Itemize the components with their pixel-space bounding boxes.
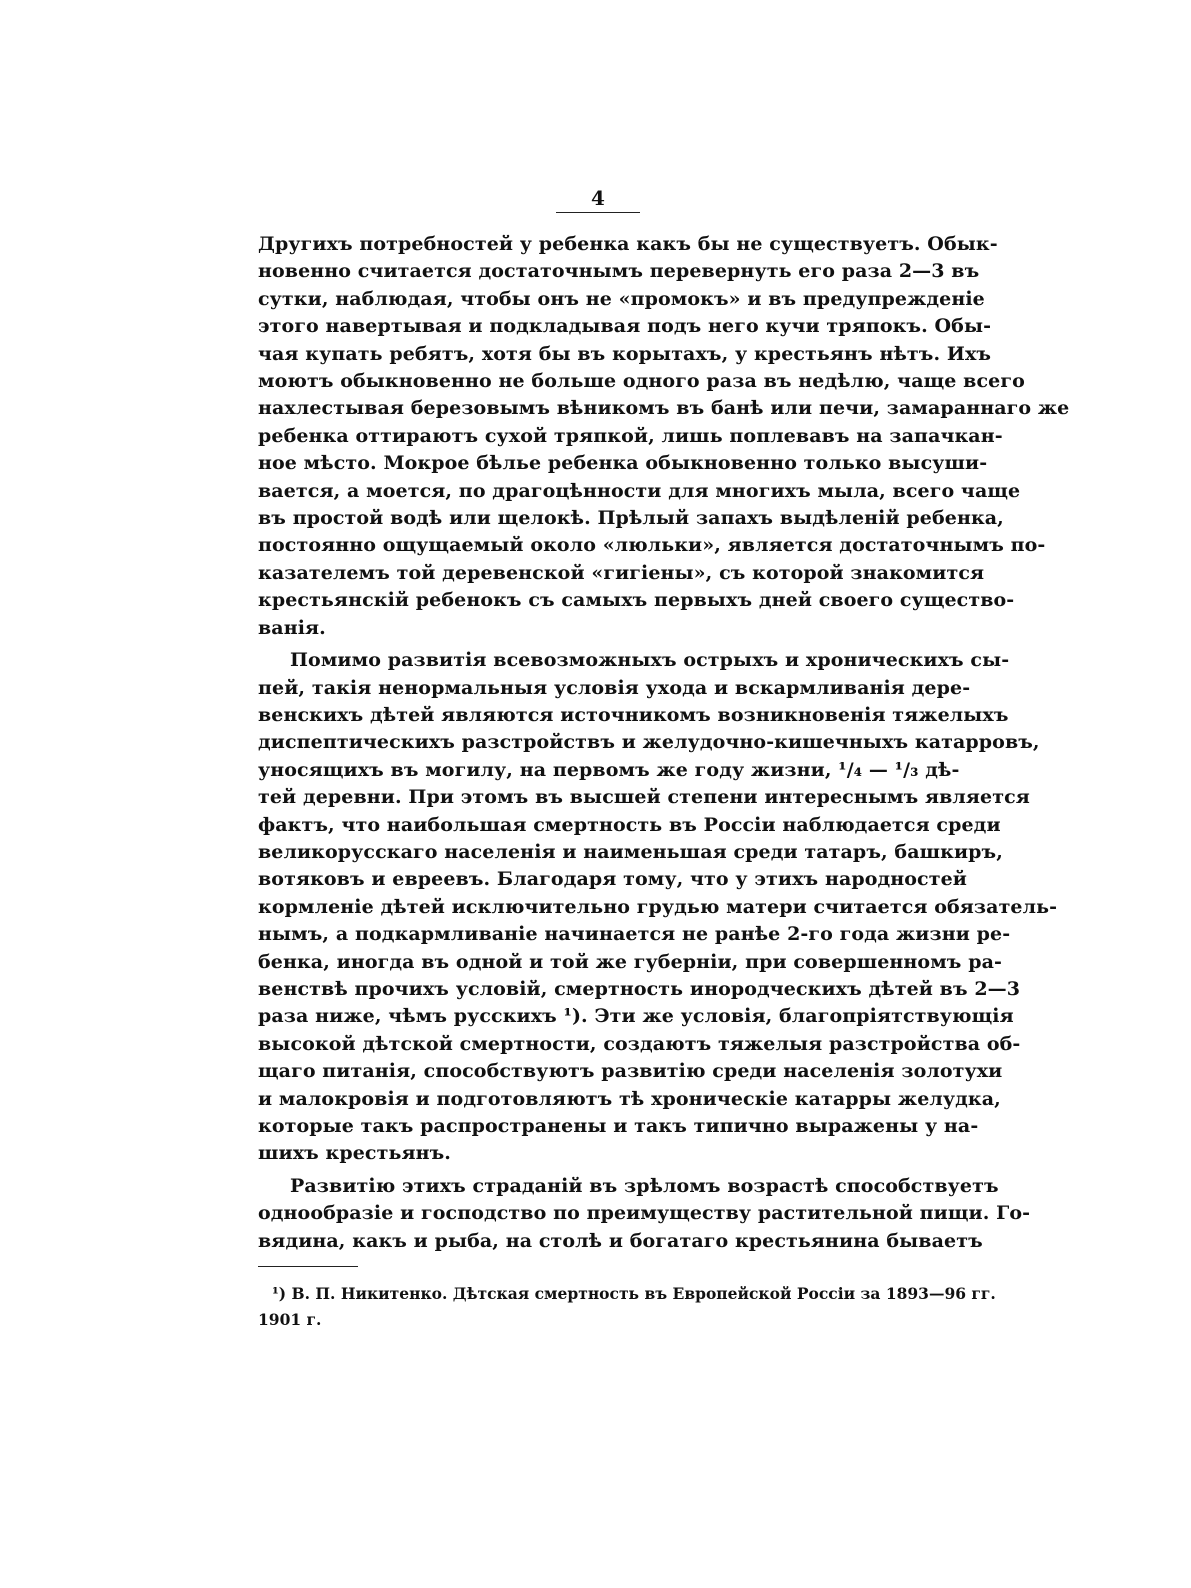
text-line: щаго питанія, способствуютъ развитію среди населенія золотухи [258, 1060, 1003, 1083]
page-number-rule [556, 212, 640, 213]
text-line: которые такъ распространены и такъ типично выражены у на- [258, 1115, 979, 1137]
text-line: венствѣ прочихъ условій, смертность инородческихъ дѣтей въ 2—3 [258, 977, 1021, 1000]
text-line: новенно считается достаточнымъ перевернуть его раза 2—3 въ [258, 260, 980, 283]
text-line: однообразіе и господство по преимуществу растительной пищи. Го- [258, 1202, 1031, 1225]
text-line: въ простой водѣ или щелокѣ. Прѣлый запахъ выдѣленій ребенка, [258, 507, 1004, 530]
text-line: вядина, какъ и рыба, на столѣ и богатаго крестьянина бываетъ [258, 1229, 983, 1252]
text-line: венскихъ дѣтей являются источникомъ возникновенія тяжелыхъ [258, 703, 1009, 726]
footnote-line: 1901 г. [258, 1310, 322, 1329]
text-line: вается, а моется, по драгоцѣнности для многихъ мыла, всего чаще [258, 479, 1021, 502]
text-line: Развитію этихъ страданій въ зрѣломъ возрастѣ способствуетъ [290, 1174, 999, 1197]
text-line: ное мѣсто. Мокрое бѣлье ребенка обыкновенно только высуши- [258, 452, 988, 475]
text-line: и малокровія и подготовляютъ тѣ хроническіе катарры желудка, [258, 1087, 1001, 1110]
text-line: фактъ, что наибольшая смертность въ Россіи наблюдается среди [258, 813, 1001, 836]
text-line: тей деревни. При этомъ въ высшей степени интереснымъ является [258, 786, 1030, 809]
footnote-rule [258, 1266, 358, 1267]
body-text [258, 231, 1070, 1255]
footnote-line: ¹) В. П. Никитенко. Дѣтская смертность въ Европейской Россіи за 1893—96 гг. [272, 1284, 996, 1303]
footnote [258, 1281, 996, 1333]
text-line: Другихъ потребностей у ребенка какъ бы не существуетъ. Обык- [258, 233, 998, 255]
text-line: постоянно ощущаемый около «люльки», является достаточнымъ по- [258, 534, 1046, 557]
text-line: чая купать ребятъ, хотя бы въ корытахъ, у крестьянъ нѣтъ. Ихъ [258, 342, 992, 365]
text-line: диспептическихъ разстройствъ и желудочно-кишечныхъ катарровъ, [258, 731, 1040, 754]
text-line: нымъ, а подкармливаніе начинается не ранѣе 2-го года жизни ре- [258, 923, 1011, 946]
text-line: шихъ крестьянъ. [258, 1142, 451, 1165]
text-line: ребенка оттираютъ сухой тряпкой, лишь поплевавъ на запачкан- [258, 424, 1003, 447]
text-line: крестьянскій ребенокъ съ самыхъ первыхъ дней своего существо- [258, 589, 1015, 612]
text-line: моютъ обыкновенно не больше одного раза въ недѣлю, чаще всего [258, 370, 1025, 393]
text-line: сутки, наблюдая, чтобы онъ не «промокъ» и въ предупрежденіе [258, 287, 985, 310]
text-line: Помимо развитія всевозможныхъ острыхъ и хроническихъ сы- [290, 649, 1010, 672]
text-line: великорусскаго населенія и наименьшая среди татаръ, башкиръ, [258, 840, 1003, 863]
text-line: казателемъ той деревенской «гигіены», съ которой знакомится [258, 561, 985, 584]
page-number: 4 [591, 186, 605, 210]
text-line: раза ниже, чѣмъ русскихъ ¹). Эти же условія, благопріятствующія [258, 1005, 1014, 1028]
text-line: нахлестывая березовымъ вѣникомъ въ банѣ или печи, замараннаго же [258, 397, 1070, 420]
text-line: кормленіе дѣтей исключительно грудью матери считается обязатель- [258, 895, 1058, 918]
text-line: уносящихъ въ могилу, на первомъ же году жизни, ¹/₄ — ¹/₃ дѣ- [258, 758, 960, 781]
text-line: ванія. [258, 616, 326, 639]
text-line: этого навертывая и подкладывая подъ него кучи тряпокъ. Обы- [258, 315, 992, 338]
text-line: бенка, иногда въ одной и той же губерніи, при совершенномъ ра- [258, 950, 1002, 973]
text-line: пей, такія ненормальныя условія ухода и вскармливанія дере- [258, 676, 971, 699]
text-line: вотяковъ и евреевъ. Благодаря тому, что у этихъ народностей [258, 868, 967, 891]
text-line: высокой дѣтской смертности, создаютъ тяжелыя разстройства об- [258, 1032, 1021, 1055]
